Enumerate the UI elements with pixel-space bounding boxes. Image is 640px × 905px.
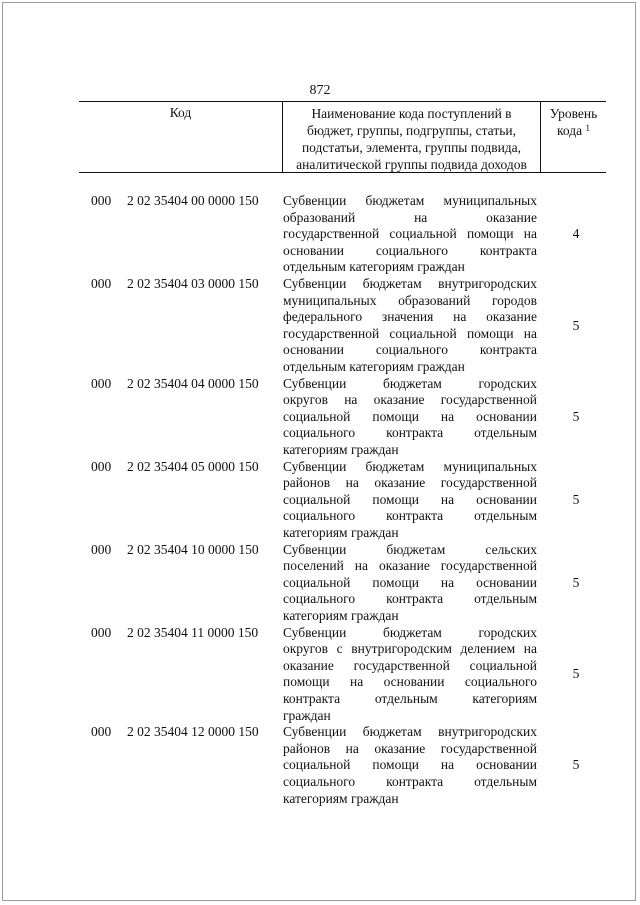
row-description-line: социального контракта отдельным (283, 591, 537, 607)
row-level: 5 (572, 408, 580, 424)
row-description-line: граждан (283, 707, 331, 723)
row-description-line: социального контракта отдельным (283, 425, 537, 441)
page-number: 872 (309, 83, 331, 98)
row-description (283, 542, 537, 625)
row-description-line: социального контракта отдельным (283, 773, 537, 789)
row-description-line: Субвенции бюджетам внутригородских (283, 724, 537, 740)
row-description-line: социальной помощи на основании (283, 574, 537, 590)
row-level: 4 (572, 226, 580, 242)
table-header (79, 101, 606, 173)
row-description-line: Субвенции бюджетам муниципальных (283, 458, 537, 474)
row-description-line: социальной помощи на основании (283, 757, 537, 773)
header-name-line: бюджет, группы, подгруппы, статьи, (307, 123, 516, 138)
row-description-line: образований на оказание (283, 209, 537, 225)
row-level: 5 (572, 491, 580, 507)
row-description-line: районов на оказание государственной (283, 475, 537, 491)
row-level: 5 (572, 666, 580, 682)
row-prefix: 000 (91, 624, 112, 640)
row-code: 2 02 35404 12 0000 150 (127, 724, 259, 740)
row-description-line: контракта отдельным категориям (283, 690, 537, 706)
row-description-line: категориям граждан (283, 790, 399, 806)
header-level-footnote: 1 (585, 123, 590, 133)
row-description-line: социальной помощи на основании (283, 491, 537, 507)
row-code: 2 02 35404 11 0000 150 (127, 624, 259, 640)
row-description-line: районов на оказание государственной (283, 740, 537, 756)
row-description-line: Субвенции бюджетам городских (283, 624, 537, 640)
header-name-line: Наименование кода поступлений в (311, 106, 512, 121)
row-description-line: категориям граждан (283, 524, 399, 540)
header-code: Код (169, 105, 192, 120)
row-description-line: Субвенции бюджетам городских (283, 375, 537, 391)
row-level: 5 (572, 574, 580, 590)
row-prefix: 000 (91, 541, 112, 557)
row-description-line: основании социального контракта (283, 242, 537, 258)
row-description-line: категориям граждан (283, 441, 399, 457)
row-prefix: 000 (91, 724, 112, 740)
row-description-line: помощи на основании социального (283, 674, 537, 690)
row-description-line: муниципальных образований городов (283, 292, 537, 308)
row-level: 5 (572, 317, 580, 333)
row-prefix: 000 (91, 375, 112, 391)
row-description-line: отдельным категориям граждан (283, 259, 465, 275)
header-name-line: аналитической группы подвида доходов (296, 157, 527, 172)
row-code: 2 02 35404 03 0000 150 (127, 276, 259, 291)
row-description-line: Субвенции бюджетам сельских (283, 541, 537, 557)
row-description-line: категориям граждан (283, 607, 399, 623)
row-description (283, 625, 537, 725)
row-description (283, 376, 537, 459)
row-description (283, 724, 537, 807)
header-level-line2 (541, 122, 606, 139)
row-code: 2 02 35404 05 0000 150 (127, 458, 259, 474)
header-level (541, 105, 606, 139)
header-name-line: подстатьи, элемента, группы подвида, (301, 140, 522, 155)
row-level: 5 (572, 757, 580, 773)
header-name (283, 105, 540, 173)
header-level-line1: Уровень (549, 106, 598, 121)
row-description-line: федерального значения на оказание (283, 309, 537, 325)
row-description-line: основании социального контракта (283, 342, 537, 358)
row-prefix: 000 (91, 458, 112, 474)
row-description-line: государственной социальной помощи на (283, 325, 537, 341)
row-code: 2 02 35404 00 0000 150 (127, 193, 259, 208)
row-description-line: социальной помощи на основании (283, 408, 537, 424)
row-description-line: социального контракта отдельным (283, 508, 537, 524)
row-description-line: поселений на оказание государственной (283, 558, 537, 574)
row-code: 2 02 35404 04 0000 150 (127, 375, 259, 391)
row-prefix: 000 (91, 193, 112, 208)
row-description (283, 276, 537, 376)
row-description-line: округов с внутригородским делением на (283, 641, 537, 657)
row-description-line: государственной социальной помощи на (283, 226, 537, 242)
row-description-line: Субвенции бюджетам муниципальных (283, 193, 537, 208)
row-description-line: оказание государственной социальной (283, 657, 537, 673)
row-description-line: округов на оказание государственной (283, 392, 537, 408)
header-level-word: кода (557, 123, 583, 138)
row-description (283, 193, 537, 276)
row-description (283, 459, 537, 542)
row-description-line: Субвенции бюджетам внутригородских (283, 276, 537, 291)
row-code: 2 02 35404 10 0000 150 (127, 541, 259, 557)
row-prefix: 000 (91, 276, 112, 291)
row-description-line: отдельным категориям граждан (283, 358, 465, 374)
